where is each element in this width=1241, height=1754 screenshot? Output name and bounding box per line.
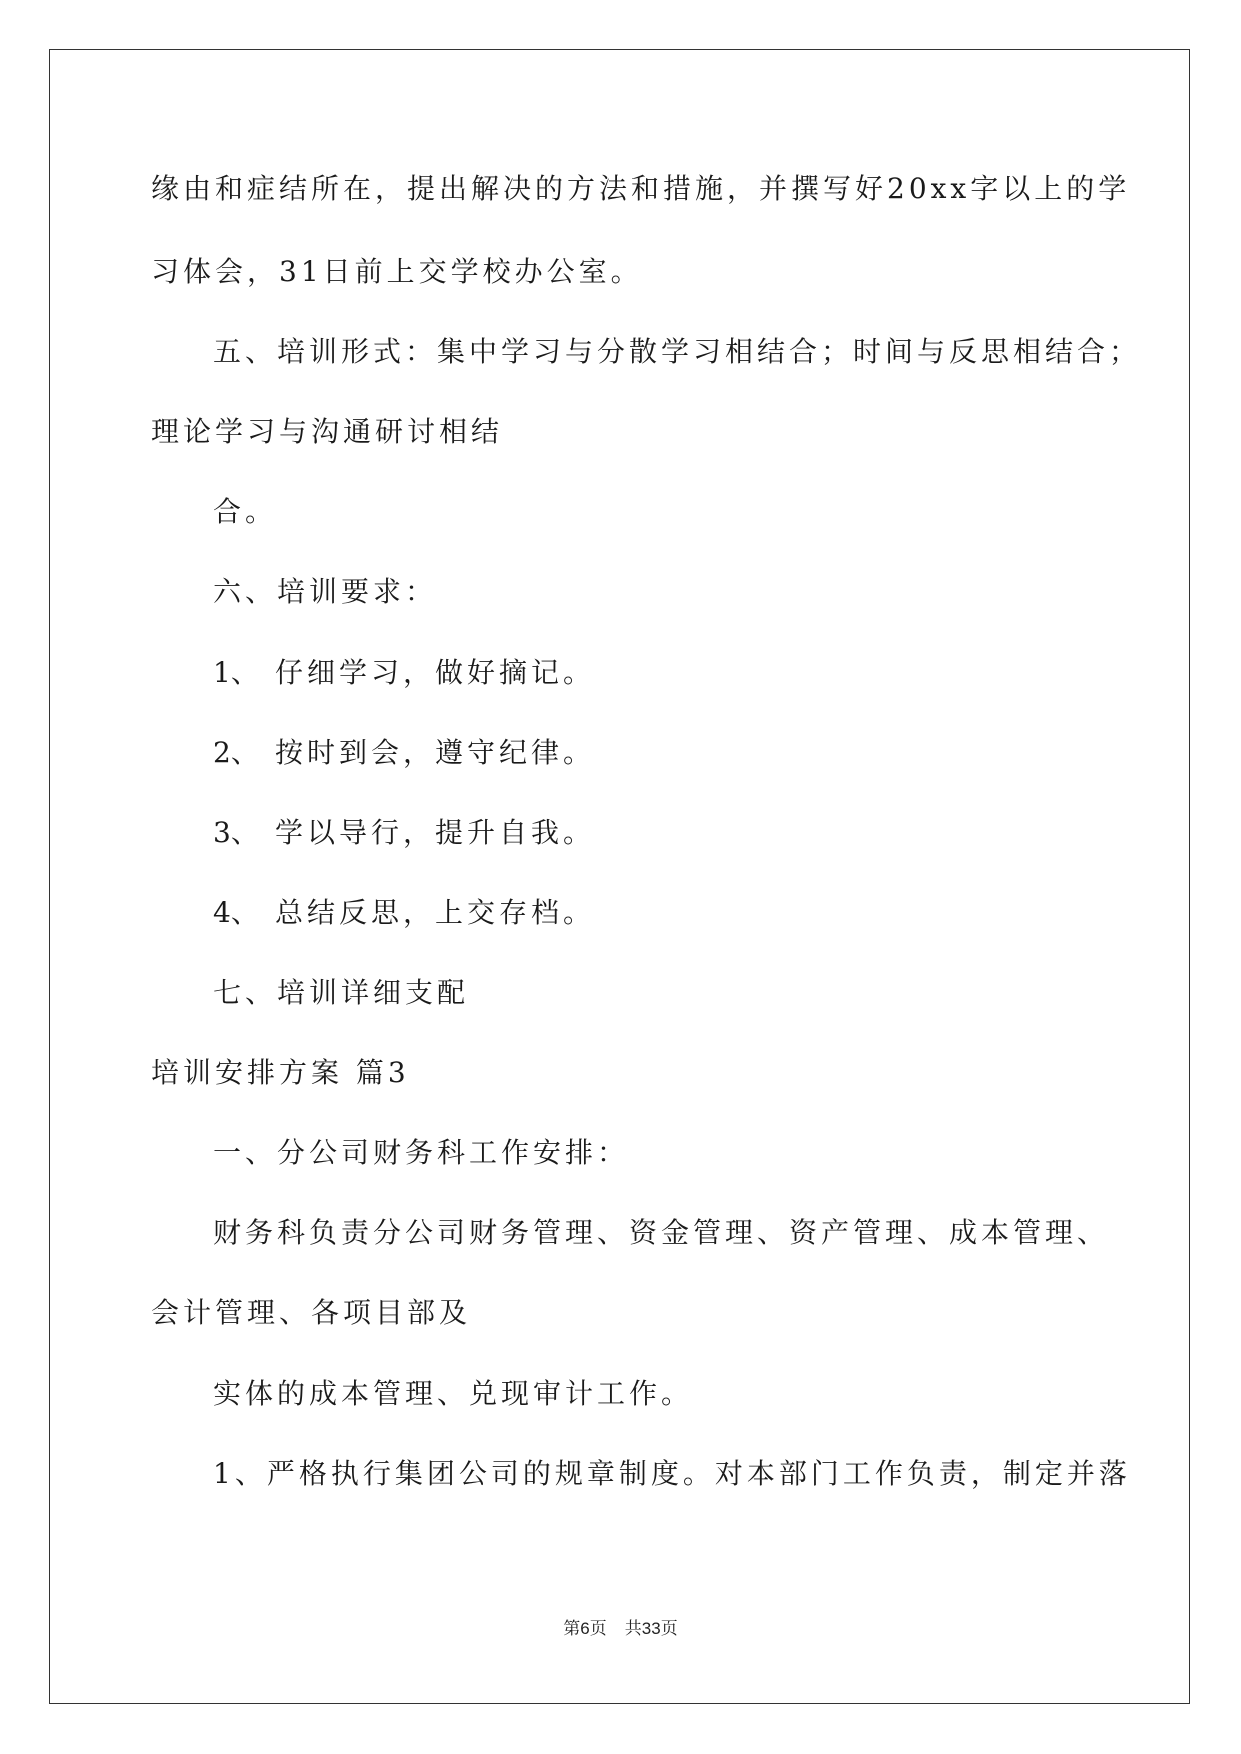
paragraph-line: 实体的成本管理、兑现审计工作。: [213, 1377, 694, 1410]
page-current: 6: [580, 1619, 590, 1638]
list-number: 3、: [213, 816, 259, 849]
paragraph-line: 习体会，31日前上交学校办公室。: [151, 255, 643, 288]
list-item: [213, 733, 595, 773]
section-heading: 七、培训详细支配: [213, 976, 470, 1009]
paragraph-line: 会计管理、各项目部及: [151, 1296, 472, 1329]
list-item: [213, 813, 595, 853]
paragraph-line: 1、严格执行集团公司的规章制度。对本部门工作负责，制定并落: [213, 1457, 1131, 1490]
list-item-text: 学以导行，提升自我。: [275, 816, 596, 849]
list-item-text: 总结反思，上交存档。: [275, 896, 596, 929]
paragraph-line: 合。: [213, 495, 278, 528]
section-heading: 五、培训形式：集中学习与分散学习相结合；时间与反思相结合；: [213, 335, 1142, 368]
list-number: 2、: [213, 736, 259, 769]
paragraph-line: 财务科负责分公司财务管理、资金管理、资产管理、成本管理、: [213, 1216, 1110, 1249]
paragraph-line: 理论学习与沟通研讨相结: [151, 415, 504, 448]
list-item-text: 仔细学习，做好摘记。: [275, 656, 596, 689]
page-total: 33: [641, 1619, 661, 1638]
list-item: [213, 653, 595, 693]
total-prefix: 共: [624, 1619, 642, 1639]
section-heading: 六、培训要求：: [213, 575, 438, 608]
article-title: 培训安排方案 篇3: [151, 1056, 410, 1089]
page-prefix: 第: [563, 1619, 581, 1639]
section-heading: 一、分公司财务科工作安排：: [213, 1136, 630, 1169]
list-item: [213, 893, 595, 933]
paragraph-line: 缘由和症结所在，提出解决的方法和措施，并撰写好20xx字以上的学: [151, 172, 1131, 205]
list-number: 1、: [213, 656, 259, 689]
list-item-text: 按时到会，遵守纪律。: [275, 736, 596, 769]
page-footer: [0, 1617, 1241, 1641]
list-number: 4、: [213, 896, 259, 929]
total-unit: 页: [660, 1619, 678, 1639]
page-unit: 页: [589, 1619, 607, 1639]
